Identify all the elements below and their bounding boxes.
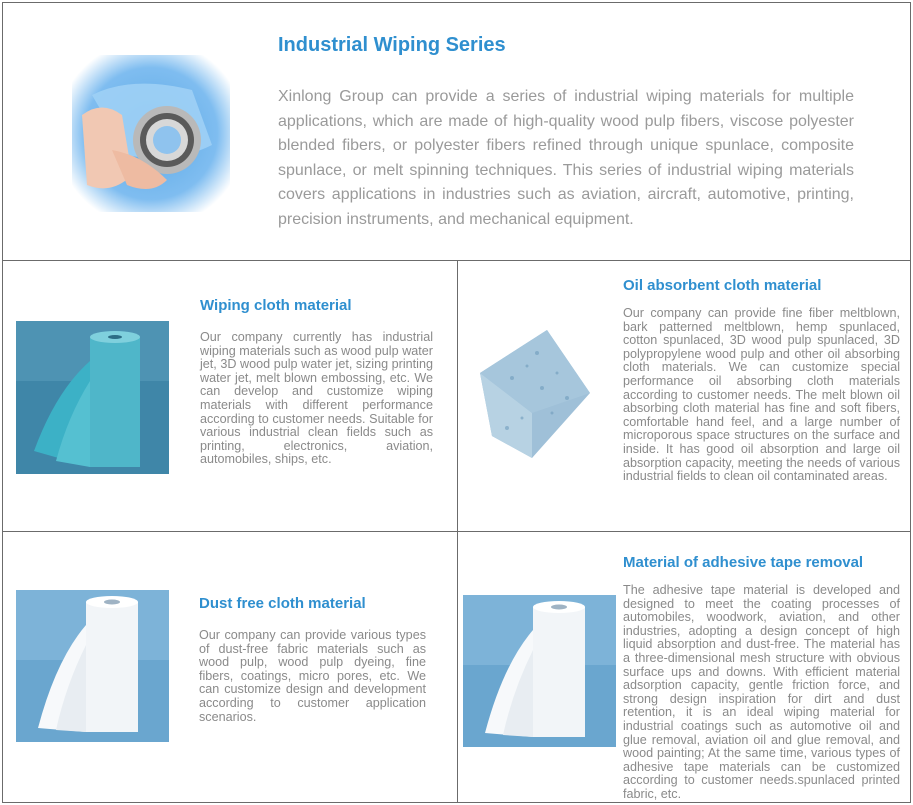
adhesive-tape-roll-image	[463, 595, 616, 747]
dust-free-cloth-roll-image	[16, 590, 169, 742]
dust-free-title: Dust free cloth material	[199, 595, 366, 612]
wiping-cloth-title: Wiping cloth material	[200, 297, 352, 314]
intro-image-hand-bearing	[72, 55, 230, 212]
wiping-cloth-text: Our company currently has industrial wiping materials such as wood pulp water jet, 3D wood pulp water jet, sizing printing water jet, melt blown embossing, etc. We can develop and customize wiping materials with different performance according to customer needs. Suitable for various industrial clean fields such as printing, electronics, aviation, automobiles, ships, etc.	[200, 330, 433, 467]
dust-free-text: Our company can provide various types of dust-free fabric materials such as wood pulp, wood pulp dyeing, fine fibers, coatings, micro pores, etc. We can customize design and development according to customer application scenarios.	[199, 628, 426, 724]
intro-text: Xinlong Group can provide a series of industrial wiping materials for multiple applications, which are made of high-quality wood pulp fibers, viscose polyester blended fibers, or polyester fibers refined through unique spunlace, composite spunlace, or melt spinning techniques. This series of industrial wiping materials covers applications in industries such as aviation, aircraft, automotive, printing, precision instruments, and mechanical equipment.	[278, 88, 854, 228]
oil-absorbent-cloth-image	[472, 318, 602, 468]
wiping-cloth-roll-image	[16, 321, 169, 474]
oil-absorbent-text: Our company can provide fine fiber meltblown, bark patterned meltblown, hemp spunlaced, cotton spunlaced, 3D wood pulp spunlaced, 3D polypropylene wood pulp and other oil absorbing cloth materials. We can customize special performance oil absorbing cloth materials according to customer needs. The melt blown oil absorbing cloth material has fine and soft fibers, comfortable hand feel, and a large number of microporous space structures on the surface and inside. It has good oil absorption and large oil absorption capacity, meeting the needs of various industrial fields to clean oil contaminated areas.	[623, 306, 900, 484]
adhesive-tape-text: The adhesive tape material is developed and designed to meet the coating processes of automobiles, woodwork, aviation, and other industries, adopting a design concept of high liquid absorption and dust-free. The material has a three-dimensional mesh structure with obvious surface ups and downs. With efficient material adsorption capacity, gentle friction force, and strong design inspiration for dirt and dust retention, it is an ideal wiping material for industrial coatings such as automotive oil and glue removal, aviation oil and glue removal, and wood painting; At the same time, various types of adhesive tape materials can be customized according to customer needs.spunlaced printed fabric, etc.	[623, 583, 900, 801]
grid-divider-horizontal	[2, 531, 911, 532]
adhesive-tape-title: Material of adhesive tape removal	[623, 554, 864, 571]
intro-title: Industrial Wiping Series	[278, 34, 506, 56]
oil-absorbent-title: Oil absorbent cloth material	[623, 277, 822, 294]
